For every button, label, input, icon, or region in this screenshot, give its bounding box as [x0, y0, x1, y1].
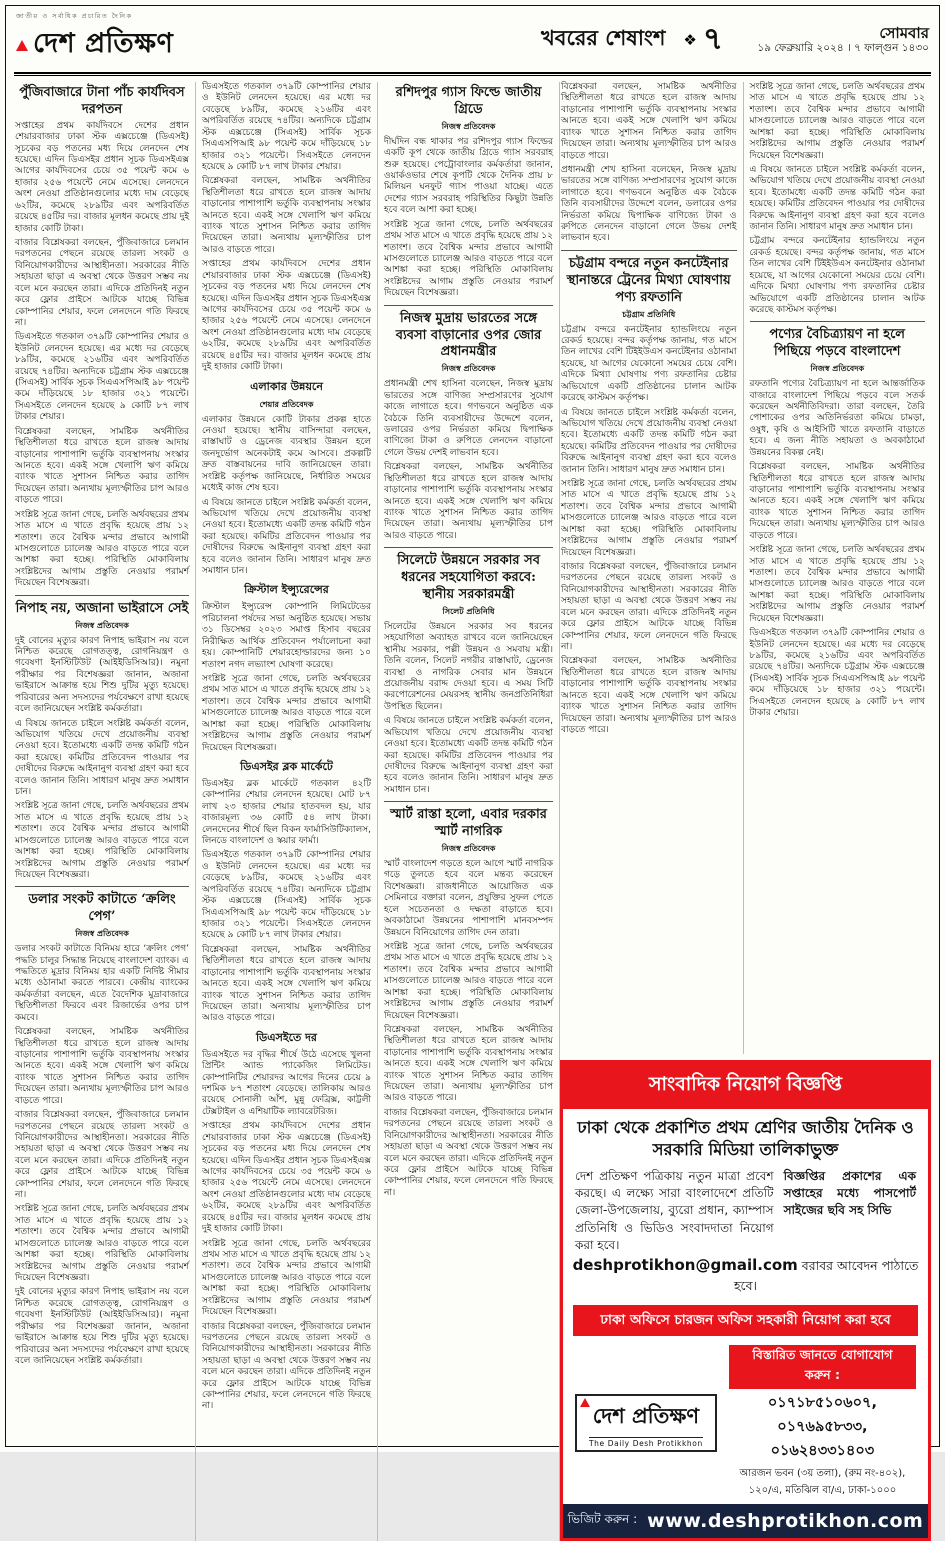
- article-paragraph: এ বিষয়ে জানতে চাইলে সংশ্লিষ্ট কর্মকর্তা বলেন, অভিযোগ খতিয়ে দেখে প্রয়োজনীয় ব্যবস্থা নেওয়া হবে। ইতোমধ্যে একটি তদন্ত কমিটি গঠন করা হয়েছে। কমিটির প্রতিবেদন পাওয়ার পর দোষীদের বিরুদ্ধে আইনানুগ ব্যবস্থা গ্রহণ করা হবে বলেও জানান তিনি। সাধারণ মানুষ দ্রুত সমাধান চান।: [561, 407, 737, 475]
- article-paragraph: প্রধানমন্ত্রী শেখ হাসিনা বলেছেন, নিজস্ব মুদ্রায় ভারতের সঙ্গে বাণিজ্য সম্প্রসারণের সুযোগ কাজে লাগাতে হবে। গণভবনে অনুষ্ঠিত এক বৈঠকে তিনি ব্যবসায়ীদের উদ্দেশে বলেন, ডলারের ওপর নির্ভরতা কমিয়ে দ্বিপাক্ষিক বাণিজ্যে টাকা ও রুপিতে লেনদেন বাড়ানো গেলে উভয় দেশই লাভবান হবে।: [384, 379, 553, 458]
- article-headline: পুঁজিবাজারে টানা পাঁচ কার্যদিবস দরপতন: [19, 85, 185, 117]
- article-paragraph: ডিএসইতে গতকাল ৩৭৯টি কোম্পানির শেয়ার ও ইউনিট লেনদেন হয়েছে। এর মধ্যে দর বেড়েছে ৮৯টির, কমেছে ২১৬টির এবং অপরিবর্তিত রয়েছে ৭৪টির। অন্যদিকে চট্টগ্রাম স্টক এক্সচেঞ্জে (সিএসই) সার্বিক সূচক সিএএসপিআই ৯৮ পয়েন্ট কমে দাঁড়িয়েছে ১৮ হাজার ৩২১ পয়েন্টে। সিএসইতে লেনদেন হয়েছে ৯ কোটি ৮৭ লাখ টাকার শেয়ার।: [202, 82, 371, 172]
- article-paragraph: সংশ্লিষ্ট সূত্রে জানা গেছে, চলতি অর্থবছরের প্রথম সাত মাসে এ খাতে প্রবৃদ্ধি হয়েছে প্রায় ১২ শতাংশ। তবে বৈশ্বিক মন্দার প্রভাবে আগামী মাসগুলোতে চ্যালেঞ্জ আরও বাড়তে পারে বলে আশঙ্কা করা হচ্ছে। পরিস্থিতি মোকাবিলায় সংশ্লিষ্টদের আগাম প্রস্তুতি নেওয়ার পরামর্শ দিয়েছেন বিশেষজ্ঞরা।: [15, 509, 189, 589]
- article-paragraph: দীর্ঘদিন বন্ধ থাকার পর রশিদপুর গ্যাস ফিল্ডের একটি কূপ থেকে জাতীয় গ্রিডে গ্যাস সরবরাহ শুরু হয়েছে। পেট্রোবাংলার কর্মকর্তারা জানান, ওয়ার্কওভার শেষে কূপটি থেকে দৈনিক প্রায় ৮ মিলিয়ন ঘনফুট গ্যাস পাওয়া যাচ্ছে। এতে দেশের গ্যাস সরবরাহ পরিস্থিতির কিছুটা উন্নতি হবে বলে আশা করা হচ্ছে।: [384, 136, 553, 216]
- article-paragraph: বিশ্লেষকরা বলছেন, সামষ্টিক অর্থনীতির স্থিতিশীলতা ধরে রাখতে হলে রাজস্ব আদায় বাড়ানোর পাশাপাশি ভর্তুকি ব্যবস্থাপনায় সংস্কার আনতে হবে। একই সঙ্গে খেলাপি ঋণ কমিয়ে ব্যাংক খাতে সুশাসন নিশ্চিত করার তাগিদ দিয়েছেন তারা। অন্যথায় মূল্যস্ফীতির চাপ আরও বাড়তে পারে।: [202, 944, 371, 1024]
- ad-email-suffix: বরাবর আবেদন পাঠাতে হবে।: [733, 1258, 919, 1294]
- article-byline: নিজস্ব প্রতিবেদক: [441, 121, 496, 131]
- masthead-tagline: জাতীয় ও সর্বাধিক প্রচারিত দৈনিক: [16, 12, 133, 20]
- article-byline: চট্টগ্রাম প্রতিনিধি: [622, 309, 676, 319]
- article-paragraph: ক্রিস্টাল ইন্স্যুরেন্স কোম্পানি লিমিটেডের পরিচালনা পর্ষদের সভা অনুষ্ঠিত হয়েছে। সভায় ৩১ ডিসেম্বর ২০২৩ সমাপ্ত হিসাব বছরের নিরীক্ষিত আর্থিক প্রতিবেদন পর্যালোচনা করা হয়। কোম্পানিটি শেয়ারহোল্ডারদের জন্য ১০ শতাংশ নগদ লভ্যাংশ ঘোষণা করেছে।: [202, 602, 371, 670]
- page-header: [14, 10, 931, 72]
- article-paragraph: চট্টগ্রাম বন্দরে কনটেইনার হ্যান্ডলিংয়ে নতুন রেকর্ড হয়েছে। বন্দর কর্তৃপক্ষ জানায়, গত মাসে তিন লাখের বেশি টিইইউএস কনটেইনার ওঠানামা হয়েছে, যা আগের যেকোনো সময়ের চেয়ে বেশি। এদিকে মিথ্যা ঘোষণায় পণ্য রফতানির চেষ্টার অভিযোগে একটি প্রতিষ্ঠানের চালান আটক করেছে কাস্টমস কর্তৃপক্ষ।: [749, 236, 925, 316]
- article-paragraph: বিশ্লেষকরা বলছেন, সামষ্টিক অর্থনীতির স্থিতিশীলতা ধরে রাখতে হলে রাজস্ব আদায় বাড়ানোর পাশাপাশি ভর্তুকি ব্যবস্থাপনায় সংস্কার আনতে হবে। একই সঙ্গে খেলাপি ঋণ কমিয়ে ব্যাংক খাতে সুশাসন নিশ্চিত করার তাগিদ দিয়েছেন তারা। অন্যথায় মূল্যস্ফীতির চাপ আরও বাড়তে পারে।: [384, 462, 553, 541]
- news-column-3: [378, 82, 560, 1541]
- article-paragraph: সংশ্লিষ্ট সূত্রে জানা গেছে, চলতি অর্থবছরের প্রথম সাত মাসে এ খাতে প্রবৃদ্ধি হয়েছে প্রায় ১২ শতাংশ। তবে বৈশ্বিক মন্দার প্রভাবে আগামী মাসগুলোতে চ্যালেঞ্জ আরও বাড়তে পারে বলে আশঙ্কা করা হচ্ছে। পরিস্থিতি মোকাবিলায় সংশ্লিষ্টদের আগাম প্রস্তুতি নেওয়ার পরামর্শ দিয়েছেন বিশেষজ্ঞরা।: [202, 1238, 371, 1318]
- article-paragraph: সংশ্লিষ্ট সূত্রে জানা গেছে, চলতি অর্থবছরের প্রথম সাত মাসে এ খাতে প্রবৃদ্ধি হয়েছে প্রায় ১২ শতাংশ। তবে বৈশ্বিক মন্দার প্রভাবে আগামী মাসগুলোতে চ্যালেঞ্জ আরও বাড়তে পারে বলে আশঙ্কা করা হচ্ছে। পরিস্থিতি মোকাবিলায় সংশ্লিষ্টদের আগাম প্রস্তুতি নেওয়ার পরামর্শ দিয়েছেন বিশেষজ্ঞরা।: [15, 1204, 189, 1283]
- article-paragraph: দুই বোনের মৃত্যুর কারণ নিপাহ ভাইরাস নয় বলে নিশ্চিত করেছে রোগতত্ত্ব, রোগনিয়ন্ত্রণ ও গবেষণা ইনস্টিটিউট (আইইডিসিআর)। নমুনা পরীক্ষার পর বিশেষজ্ঞরা জানান, অজানা ভাইরাসে আক্রান্ত হয়ে শিশু দুটির মৃত্যু হয়েছে। পরিবারের অন্য সদস্যদের পর্যবেক্ষণে রাখা হয়েছে বলে জানিয়েছেন সংশ্লিষ্ট কর্মকর্তারা।: [15, 1287, 189, 1366]
- article-paragraph: ডলার সংকট কাটাতে বিনিময় হারে ‘ক্রলিং পেগ’ পদ্ধতি চালুর সিদ্ধান্ত নিয়েছে বাংলাদেশ ব্যাংক। এ পদ্ধতিতে মুদ্রার বিনিময় হার একটি নির্দিষ্ট সীমার মধ্যে ওঠানামা করতে পারবে। কেন্দ্রীয় ব্যাংকের কর্মকর্তারা বলছেন, এতে বৈদেশিক মুদ্রাবাজারে স্থিতিশীলতা ফিরবে এবং রিজার্ভের ওপর চাপ কমবে।: [15, 944, 189, 1023]
- article-paragraph: এ বিষয়ে জানতে চাইলে সংশ্লিষ্ট কর্মকর্তা বলেন, অভিযোগ খতিয়ে দেখে প্রয়োজনীয় ব্যবস্থা নেওয়া হবে। ইতোমধ্যে একটি তদন্ত কমিটি গঠন করা হয়েছে। কমিটির প্রতিবেদন পাওয়ার পর দোষীদের বিরুদ্ধে আইনানুগ ব্যবস্থা গ্রহণ করা হবে বলেও জানান তিনি। সাধারণ মানুষ দ্রুত সমাধান চান।: [202, 497, 371, 577]
- news-column-2: [196, 82, 378, 1541]
- article-subhead: এলাকার উন্নয়নে: [250, 379, 323, 393]
- section-title: খবরের শেষাংশ: [540, 26, 666, 50]
- article-subhead: ডিএসইতে দর: [256, 1030, 317, 1044]
- article-paragraph: ডিএসইতে দর বৃদ্ধির শীর্ষে উঠে এসেছে খুলনা প্রিন্টিং অ্যান্ড প্যাকেজিং লিমিটেড। কোম্পানিটির শেয়ারদর আগের দিনের চেয়ে ৯ দশমিক ৮৭ শতাংশ বেড়েছে। তালিকায় আরও রয়েছে সোনালী আঁশ, মুন্নু ফেব্রিক্স, কাট্টলী টেক্সটাইল ও এশিয়াটিক ল্যাবরেটরিজ।: [202, 1049, 371, 1117]
- news-column-5: [744, 82, 932, 1054]
- article-paragraph: বিশ্লেষকরা বলছেন, সামষ্টিক অর্থনীতির স্থিতিশীলতা ধরে রাখতে হলে রাজস্ব আদায় বাড়ানোর পাশাপাশি ভর্তুকি ব্যবস্থাপনায় সংস্কার আনতে হবে। একই সঙ্গে খেলাপি ঋণ কমিয়ে ব্যাংক খাতে সুশাসন নিশ্চিত করার তাগিদ দিয়েছেন তারা। অন্যথায় মূল্যস্ফীতির চাপ আরও বাড়তে পারে।: [384, 1024, 553, 1104]
- article-paragraph: চট্টগ্রাম বন্দরে কনটেইনার হ্যান্ডলিংয়ে নতুন রেকর্ড হয়েছে। বন্দর কর্তৃপক্ষ জানায়, গত মাসে তিন লাখের বেশি টিইইউএস কনটেইনার ওঠানামা হয়েছে, যা আগের যেকোনো সময়ের চেয়ে বেশি। এদিকে মিথ্যা ঘোষণায় পণ্য রফতানির চেষ্টার অভিযোগে একটি প্রতিষ্ঠানের চালান আটক করেছে কাস্টমস কর্তৃপক্ষ।: [561, 324, 737, 404]
- masthead: [16, 11, 173, 68]
- article-paragraph: সপ্তাহের প্রথম কার্যদিবসে দেশের প্রধান শেয়ারবাজার ঢাকা স্টক এক্সচেঞ্জে (ডিএসই) সূচকের বড় পতনের মধ্য দিয়ে লেনদেন শেষ হয়েছে। এদিন ডিএসইর প্রধান সূচক ডিএসইএক্স আগের কার্যদিবসের চেয়ে ৩৫ পয়েন্ট কমে ৬ হাজার ২৫৬ পয়েন্টে নেমে এসেছে। লেনদেনে অংশ নেওয়া প্রতিষ্ঠানগুলোর মধ্যে দাম বেড়েছে ৬২টির, কমেছে ২৮৯টির এবং অপরিবর্তিত রয়েছে ৪৫টির দর। বাজার মূলধন কমেছে প্রায় দুই হাজার কোটি টাকা।: [202, 259, 371, 373]
- ad-lead: ঢাকা থেকে প্রকাশিত প্রথম শ্রেণির জাতীয় দৈনিক ও সরকারি মিডিয়া তালিকাভুক্ত: [577, 1118, 914, 1160]
- ad-logo-flag-icon: [580, 1398, 590, 1407]
- date-block: [739, 24, 929, 56]
- article-paragraph: ডিএসইতে গতকাল ৩৭৯টি কোম্পানির শেয়ার ও ইউনিট লেনদেন হয়েছে। এর মধ্যে দর বেড়েছে ৮৯টির, কমেছে ২১৬টির এবং অপরিবর্তিত রয়েছে ৭৪টির। অন্যদিকে চট্টগ্রাম স্টক এক্সচেঞ্জে (সিএসই) সার্বিক সূচক সিএএসপিআই ৯৮ পয়েন্ট কমে দাঁড়িয়েছে ১৮ হাজার ৩২১ পয়েন্টে। সিএসইতে লেনদেন হয়েছে ৯ কোটি ৮৭ লাখ টাকার শেয়ার।: [202, 850, 371, 941]
- article-byline: নিজস্ব প্রতিবেদক: [441, 364, 496, 374]
- article-headline: চট্টগ্রাম বন্দরে নতুন কনটেইনার স্থানান্তরে ট্রেনের মিথ্যা ঘোষণায় পণ্য রফতানি: [566, 255, 731, 305]
- article-divider: [15, 886, 189, 887]
- article-paragraph: এলাকার উন্নয়নে কোটি টাকার প্রকল্প হাতে নেওয়া হয়েছে। স্থানীয় বাসিন্দারা বলছেন, রাস্তাঘাট ও ড্রেনেজ ব্যবস্থার উন্নয়ন হলে জনদুর্ভোগ অনেকটাই কমে আসবে। প্রকল্পটি দ্রুত বাস্তবায়নের দাবি জানিয়েছেন তারা। সংশ্লিষ্ট কর্তৃপক্ষ জানিয়েছে, নির্ধারিত সময়ের মধ্যেই কাজ শেষ হবে।: [202, 414, 371, 494]
- ad-logo-subtitle: The Daily Desh Protikkhon: [589, 1438, 703, 1448]
- article-paragraph: সংশ্লিষ্ট সূত্রে জানা গেছে, চলতি অর্থবছরের প্রথম সাত মাসে এ খাতে প্রবৃদ্ধি হয়েছে প্রায় ১২ শতাংশ। তবে বৈশ্বিক মন্দার প্রভাবে আগামী মাসগুলোতে চ্যালেঞ্জ আরও বাড়তে পারে বলে আশঙ্কা করা হচ্ছে। পরিস্থিতি মোকাবিলায় সংশ্লিষ্টদের আগাম প্রস্তুতি নেওয়ার পরামর্শ দিয়েছেন বিশেষজ্ঞরা।: [202, 673, 371, 753]
- article-paragraph: বাজার বিশ্লেষকরা বলছেন, পুঁজিবাজারে চলমান দরপতনের পেছনে রয়েছে তারল্য সংকট ও বিনিয়োগকারীদের আস্থাহীনতা। সরকারের নীতি সহায়তা ছাড়া এ অবস্থা থেকে উত্তরণ সম্ভব নয় বলে মনে করছেন তারা। এদিকে প্রতিদিনই নতুন করে ফ্লোর প্রাইসে আটকে যাচ্ছে বিভিন্ন কোম্পানির শেয়ার, ফলে লেনদেনে গতি ফিরছে না।: [561, 562, 737, 652]
- recruitment-ad: [560, 1060, 931, 1541]
- header-rule-thin: [14, 75, 931, 76]
- article-paragraph: দুই বোনের মৃত্যুর কারণ নিপাহ ভাইরাস নয় বলে নিশ্চিত করেছে রোগতত্ত্ব, রোগনিয়ন্ত্রণ ও গবেষণা ইনস্টিটিউট (আইইডিসিআর)। নমুনা পরীক্ষার পর বিশেষজ্ঞরা জানান, অজানা ভাইরাসে আক্রান্ত হয়ে শিশু দুটির মৃত্যু হয়েছে। পরিবারের অন্য সদস্যদের পর্যবেক্ষণে রাখা হয়েছে বলে জানিয়েছেন সংশ্লিষ্ট কর্মকর্তারা।: [15, 635, 189, 715]
- article-paragraph: বিশ্লেষকরা বলছেন, সামষ্টিক অর্থনীতির স্থিতিশীলতা ধরে রাখতে হলে রাজস্ব আদায় বাড়ানোর পাশাপাশি ভর্তুকি ব্যবস্থাপনায় সংস্কার আনতে হবে। একই সঙ্গে খেলাপি ঋণ কমিয়ে ব্যাংক খাতে সুশাসন নিশ্চিত করার তাগিদ দিয়েছেন তারা। অন্যথায় মূল্যস্ফীতির চাপ আরও বাড়তে পারে।: [749, 462, 925, 541]
- article-paragraph: বিশ্লেষকরা বলছেন, সামষ্টিক অর্থনীতির স্থিতিশীলতা ধরে রাখতে হলে রাজস্ব আদায় বাড়ানোর পাশাপাশি ভর্তুকি ব্যবস্থাপনায় সংস্কার আনতে হবে। একই সঙ্গে খেলাপি ঋণ কমিয়ে ব্যাংক খাতে সুশাসন নিশ্চিত করার তাগিদ দিয়েছেন তারা। অন্যথায় মূল্যস্ফীতির চাপ আরও বাড়তে পারে।: [561, 82, 737, 161]
- ad-contact: [729, 1345, 916, 1500]
- ad-body-left: দেশ প্রতিক্ষণ পত্রিকায় নতুন মাত্রা প্রবেশ করছে। এ লক্ষ্যে সারা বাংলাদেশে প্রতিটি জেলা-উপজেলায়, ব্যুরো প্রধান, ক্যাম্পাস প্রতিনিধি ও ভিডিও সংবাদদাতা নিয়োগ করা হবে।: [575, 1168, 774, 1253]
- article-divider: [750, 321, 926, 322]
- ad-email-address: deshprotikhon@gmail.com: [572, 1256, 798, 1275]
- article-paragraph: বিশ্লেষকরা বলছেন, সামষ্টিক অর্থনীতির স্থিতিশীলতা ধরে রাখতে হলে রাজস্ব আদায় বাড়ানোর পাশাপাশি ভর্তুকি ব্যবস্থাপনায় সংস্কার আনতে হবে। একই সঙ্গে খেলাপি ঋণ কমিয়ে ব্যাংক খাতে সুশাসন নিশ্চিত করার তাগিদ দিয়েছেন তারা। অন্যথায় মূল্যস্ফীতির চাপ আরও বাড়তে পারে।: [15, 1027, 189, 1106]
- news-columns: [14, 82, 931, 1541]
- article-headline: রশিদপুর গ্যাস ফিল্ডে জাতীয় গ্রিডে: [395, 85, 542, 117]
- page-number: ৭: [702, 21, 723, 57]
- article-paragraph: এ বিষয়ে জানতে চাইলে সংশ্লিষ্ট কর্মকর্তা বলেন, অভিযোগ খতিয়ে দেখে প্রয়োজনীয় ব্যবস্থা নেওয়া হবে। ইতোমধ্যে একটি তদন্ত কমিটি গঠন করা হয়েছে। কমিটির প্রতিবেদন পাওয়ার পর দোষীদের বিরুদ্ধে আইনানুগ ব্যবস্থা গ্রহণ করা হবে বলেও জানান তিনি। সাধারণ মানুষ দ্রুত সমাধান চান।: [15, 718, 189, 798]
- date-line: ১৯ ফেব্রুয়ারি ২০২৪ । ৭ ফাল্গুন ১৪৩০: [757, 42, 929, 55]
- article-divider: [384, 547, 553, 548]
- article-paragraph: বিশ্লেষকরা বলছেন, সামষ্টিক অর্থনীতির স্থিতিশীলতা ধরে রাখতে হলে রাজস্ব আদায় বাড়ানোর পাশাপাশি ভর্তুকি ব্যবস্থাপনায় সংস্কার আনতে হবে। একই সঙ্গে খেলাপি ঋণ কমিয়ে ব্যাংক খাতে সুশাসন নিশ্চিত করার তাগিদ দিয়েছেন তারা। অন্যথায় মূল্যস্ফীতির চাপ আরও বাড়তে পারে।: [561, 656, 737, 735]
- article-divider: [384, 305, 553, 306]
- page-frame: [5, 5, 940, 1533]
- article-divider: [15, 595, 189, 596]
- ad-contact-label: বিস্তারিত জানতে যোগাযোগ করুন :: [729, 1345, 916, 1389]
- ad-bottom: [563, 1339, 928, 1504]
- article-paragraph: এ বিষয়ে জানতে চাইলে সংশ্লিষ্ট কর্মকর্তা বলেন, অভিযোগ খতিয়ে দেখে প্রয়োজনীয় ব্যবস্থা নেওয়া হবে। ইতোমধ্যে একটি তদন্ত কমিটি গঠন করা হয়েছে। কমিটির প্রতিবেদন পাওয়ার পর দোষীদের বিরুদ্ধে আইনানুগ ব্যবস্থা গ্রহণ করা হবে বলেও জানান তিনি। সাধারণ মানুষ দ্রুত সমাধান চান।: [384, 716, 553, 795]
- article-paragraph: বিশ্লেষকরা বলছেন, সামষ্টিক অর্থনীতির স্থিতিশীলতা ধরে রাখতে হলে রাজস্ব আদায় বাড়ানোর পাশাপাশি ভর্তুকি ব্যবস্থাপনায় সংস্কার আনতে হবে। একই সঙ্গে খেলাপি ঋণ কমিয়ে ব্যাংক খাতে সুশাসন নিশ্চিত করার তাগিদ দিয়েছেন তারা। অন্যথায় মূল্যস্ফীতির চাপ আরও বাড়তে পারে।: [202, 176, 371, 255]
- page-number-block: [683, 21, 723, 57]
- article-paragraph: রফতানি পণ্যের বৈচিত্র্যায়ণ না হলে আন্তর্জাতিক বাজারে বাংলাদেশ পিছিয়ে পড়বে বলে সতর্ক করেছেন অর্থনীতিবিদরা। তারা বলছেন, তৈরি পোশাকের ওপর অতিনির্ভরতা কমিয়ে চামড়া, ওষুধ, কৃষি ও আইসিটি খাতে রফতানি বাড়াতে হবে। এ জন্য নীতি সহায়তা ও অবকাঠামো উন্নয়নের বিকল্প নেই।: [749, 379, 925, 458]
- article-paragraph: বাজার বিশ্লেষকরা বলছেন, পুঁজিবাজারে চলমান দরপতনের পেছনে রয়েছে তারল্য সংকট ও বিনিয়োগকারীদের আস্থাহীনতা। সরকারের নীতি সহায়তা ছাড়া এ অবস্থা থেকে উত্তরণ সম্ভব নয় বলে মনে করছেন তারা। এদিকে প্রতিদিনই নতুন করে ফ্লোর প্রাইসে আটকে যাচ্ছে বিভিন্ন কোম্পানির শেয়ার, ফলে লেনদেনে গতি ফিরছে না।: [202, 1321, 371, 1412]
- article-headline: ডলার সংকট কাটাতে ‘ক্রলিং পেগ’: [28, 892, 176, 925]
- article-paragraph: ডিএসইতে গতকাল ৩৭৯টি কোম্পানির শেয়ার ও ইউনিট লেনদেন হয়েছে। এর মধ্যে দর বেড়েছে ৮৯টির, কমেছে ২১৬টির এবং অপরিবর্তিত রয়েছে ৭৪টির। অন্যদিকে চট্টগ্রাম স্টক এক্সচেঞ্জে (সিএসই) সার্বিক সূচক সিএএসপিআই ৯৮ পয়েন্ট কমে দাঁড়িয়েছে ১৮ হাজার ৩২১ পয়েন্টে। সিএসইতে লেনদেন হয়েছে ৯ কোটি ৮৭ লাখ টাকার শেয়ার।: [749, 628, 925, 719]
- article-headline: পণ্যের বৈচিত্র্যায়ণ না হলে পিছিয়ে পড়বে বাংলাদেশ: [769, 327, 905, 360]
- article-headline: সিলেটে উন্নয়নে সরকার সব ধরনের সহযোগিতা করবে: স্থানীয় সরকারমন্ত্রী: [397, 553, 540, 603]
- ad-visit-label: ভিজিট করুন :: [567, 1512, 638, 1527]
- article-paragraph: সংশ্লিষ্ট সূত্রে জানা গেছে, চলতি অর্থবছরের প্রথম সাত মাসে এ খাতে প্রবৃদ্ধি হয়েছে প্রায় ১২ শতাংশ। তবে বৈশ্বিক মন্দার প্রভাবে আগামী মাসগুলোতে চ্যালেঞ্জ আরও বাড়তে পারে বলে আশঙ্কা করা হচ্ছে। পরিস্থিতি মোকাবিলায় সংশ্লিষ্টদের আগাম প্রস্তুতি নেওয়ার পরামর্শ দিয়েছেন বিশেষজ্ঞরা।: [749, 545, 925, 624]
- article-subhead: ক্রিস্টাল ইন্স্যুরেন্সের: [244, 583, 329, 597]
- article-paragraph: সংশ্লিষ্ট সূত্রে জানা গেছে, চলতি অর্থবছরের প্রথম সাত মাসে এ খাতে প্রবৃদ্ধি হয়েছে প্রায় ১২ শতাংশ। তবে বৈশ্বিক মন্দার প্রভাবে আগামী মাসগুলোতে চ্যালেঞ্জ আরও বাড়তে পারে বলে আশঙ্কা করা হচ্ছে। পরিস্থিতি মোকাবিলায় সংশ্লিষ্টদের আগাম প্রস্তুতি নেওয়ার পরামর্শ দিয়েছেন বিশেষজ্ঞরা।: [15, 801, 189, 880]
- header-rule-thick: [14, 72, 931, 74]
- article-paragraph: সপ্তাহের প্রথম কার্যদিবসে দেশের প্রধান শেয়ারবাজার ঢাকা স্টক এক্সচেঞ্জে (ডিএসই) সূচকের বড় পতনের মধ্য দিয়ে লেনদেন শেষ হয়েছে। এদিন ডিএসইর প্রধান সূচক ডিএসইএক্স আগের কার্যদিবসের চেয়ে ৩৫ পয়েন্ট কমে ৬ হাজার ২৫৬ পয়েন্টে নেমে এসেছে। লেনদেনে অংশ নেওয়া প্রতিষ্ঠানগুলোর মধ্যে দাম বেড়েছে ৬২টির, কমেছে ২৮৯টির এবং অপরিবর্তিত রয়েছে ৪৫টির দর। বাজার মূলধন কমেছে প্রায় দুই হাজার কোটি টাকা।: [15, 120, 189, 234]
- ad-phone-numbers: ০১৭১৮৫১০৬০৭, ০১৭৬৯৫৮৩৩, ০১৬২৪৩৩১৪০৩: [767, 1395, 877, 1460]
- ad-email-line: [563, 1254, 928, 1302]
- article-subhead: ডিএসইর ব্লক মার্কেটে: [240, 759, 333, 773]
- article-byline: নিজস্ব প্রতিবেদক: [75, 620, 129, 630]
- article-byline: নিজস্ব প্রতিবেদক: [441, 844, 496, 854]
- article-paragraph: সংশ্লিষ্ট সূত্রে জানা গেছে, চলতি অর্থবছরের প্রথম সাত মাসে এ খাতে প্রবৃদ্ধি হয়েছে প্রায় ১২ শতাংশ। তবে বৈশ্বিক মন্দার প্রভাবে আগামী মাসগুলোতে চ্যালেঞ্জ আরও বাড়তে পারে বলে আশঙ্কা করা হচ্ছে। পরিস্থিতি মোকাবিলায় সংশ্লিষ্টদের আগাম প্রস্তুতি নেওয়ার পরামর্শ দিয়েছেন বিশেষজ্ঞরা।: [384, 942, 553, 1021]
- masthead-row: [16, 23, 173, 68]
- article-paragraph: এ বিষয়ে জানতে চাইলে সংশ্লিষ্ট কর্মকর্তা বলেন, অভিযোগ খতিয়ে দেখে প্রয়োজনীয় ব্যবস্থা নেওয়া হবে। ইতোমধ্যে একটি তদন্ত কমিটি গঠন করা হয়েছে। কমিটির প্রতিবেদন পাওয়ার পর দোষীদের বিরুদ্ধে আইনানুগ ব্যবস্থা গ্রহণ করা হবে বলেও জানান তিনি। সাধারণ মানুষ দ্রুত সমাধান চান।: [749, 164, 925, 233]
- article-byline: সিলেট প্রতিনিধি: [442, 606, 495, 616]
- article-paragraph: বাজার বিশ্লেষকরা বলছেন, পুঁজিবাজারে চলমান দরপতনের পেছনে রয়েছে তারল্য সংকট ও বিনিয়োগকারীদের আস্থাহীনতা। সরকারের নীতি সহায়তা ছাড়া এ অবস্থা থেকে উত্তরণ সম্ভব নয় বলে মনে করছেন তারা। এদিকে প্রতিদিনই নতুন করে ফ্লোর প্রাইসে আটকে যাচ্ছে বিভিন্ন কোম্পানির শেয়ার, ফলে লেনদেনে গতি ফিরছে না।: [15, 1110, 189, 1201]
- article-paragraph: বাজার বিশ্লেষকরা বলছেন, পুঁজিবাজারে চলমান দরপতনের পেছনে রয়েছে তারল্য সংকট ও বিনিয়োগকারীদের আস্থাহীনতা। সরকারের নীতি সহায়তা ছাড়া এ অবস্থা থেকে উত্তরণ সম্ভব নয় বলে মনে করছেন তারা। এদিকে প্রতিদিনই নতুন করে ফ্লোর প্রাইসে আটকে যাচ্ছে বিভিন্ন কোম্পানির শেয়ার, ফলে লেনদেনে গতি ফিরছে না।: [15, 238, 189, 328]
- masthead-title: দেশ প্রতিক্ষণ: [33, 28, 174, 59]
- ad-red-bar: ঢাকা অফিসে চারজন অফিস সহকারী নিয়োগ করা হবে: [573, 1305, 918, 1336]
- article-paragraph: বাজার বিশ্লেষকরা বলছেন, পুঁজিবাজারে চলমান দরপতনের পেছনে রয়েছে তারল্য সংকট ও বিনিয়োগকারীদের আস্থাহীনতা। সরকারের নীতি সহায়তা ছাড়া এ অবস্থা থেকে উত্তরণ সম্ভব নয় বলে মনে করছেন তারা। এদিকে প্রতিদিনই নতুন করে ফ্লোর প্রাইসে আটকে যাচ্ছে বিভিন্ন কোম্পানির শেয়ার, ফলে লেনদেনে গতি ফিরছে না।: [384, 1107, 553, 1198]
- ad-logo-title: দেশ প্রতিক্ষণ: [592, 1402, 700, 1428]
- masthead-flag-icon: [16, 40, 28, 51]
- article-headline: নিজস্ব মুদ্রায় ভারতের সঙ্গে ব্যবসা বাড়ানোর ওপর জোর প্রধানমন্ত্রীর: [395, 310, 542, 360]
- article-paragraph: প্রধানমন্ত্রী শেখ হাসিনা বলেছেন, নিজস্ব মুদ্রায় ভারতের সঙ্গে বাণিজ্য সম্প্রসারণের সুযোগ কাজে লাগাতে হবে। গণভবনে অনুষ্ঠিত এক বৈঠকে তিনি ব্যবসায়ীদের উদ্দেশে বলেন, ডলারের ওপর নির্ভরতা কমিয়ে দ্বিপাক্ষিক বাণিজ্যে টাকা ও রুপিতে লেনদেন বাড়ানো গেলে উভয় দেশই লাভবান হবে।: [561, 164, 737, 244]
- weekday: সোমবার: [879, 23, 929, 42]
- news-column-1: [14, 82, 196, 1541]
- ad-logo: [575, 1394, 717, 1452]
- news-column-4: [560, 82, 744, 1054]
- ad-body: [563, 1164, 928, 1255]
- article-paragraph: সংশ্লিষ্ট সূত্রে জানা গেছে, চলতি অর্থবছরের প্রথম সাত মাসে এ খাতে প্রবৃদ্ধি হয়েছে প্রায় ১২ শতাংশ। তবে বৈশ্বিক মন্দার প্রভাবে আগামী মাসগুলোতে চ্যালেঞ্জ আরও বাড়তে পারে বলে আশঙ্কা করা হচ্ছে। পরিস্থিতি মোকাবিলায় সংশ্লিষ্টদের আগাম প্রস্তুতি নেওয়ার পরামর্শ দিয়েছেন বিশেষজ্ঞরা।: [561, 479, 737, 558]
- article-headline: স্মার্ট রাস্তা হলো, এবার দরকার স্মার্ট নাগরিক: [390, 807, 547, 840]
- article-paragraph: ডিএসইতে গতকাল ৩৭৯টি কোম্পানির শেয়ার ও ইউনিট লেনদেন হয়েছে। এর মধ্যে দর বেড়েছে ৮৯টির, কমেছে ২১৬টির এবং অপরিবর্তিত রয়েছে ৭৪টির। অন্যদিকে চট্টগ্রাম স্টক এক্সচেঞ্জে (সিএসই) সার্বিক সূচক সিএএসপিআই ৯৮ পয়েন্ট কমে দাঁড়িয়েছে ১৮ হাজার ৩২১ পয়েন্টে। সিএসইতে লেনদেন হয়েছে ৯ কোটি ৮৭ লাখ টাকার শেয়ার।: [15, 332, 189, 423]
- article-divider: [384, 801, 553, 802]
- right-columns: [560, 82, 931, 1054]
- article-byline: শেয়ার প্রতিবেদক: [259, 399, 314, 409]
- ad-website-url: www.deshprotikhon.com: [647, 1510, 924, 1533]
- right-region: [560, 82, 931, 1541]
- ad-website-bar: [563, 1504, 928, 1538]
- article-paragraph: বিশ্লেষকরা বলছেন, সামষ্টিক অর্থনীতির স্থিতিশীলতা ধরে রাখতে হলে রাজস্ব আদায় বাড়ানোর পাশাপাশি ভর্তুকি ব্যবস্থাপনায় সংস্কার আনতে হবে। একই সঙ্গে খেলাপি ঋণ কমিয়ে ব্যাংক খাতে সুশাসন নিশ্চিত করার তাগিদ দিয়েছেন তারা। অন্যথায় মূল্যস্ফীতির চাপ আরও বাড়তে পারে।: [15, 426, 189, 506]
- article-paragraph: সংশ্লিষ্ট সূত্রে জানা গেছে, চলতি অর্থবছরের প্রথম সাত মাসে এ খাতে প্রবৃদ্ধি হয়েছে প্রায় ১২ শতাংশ। তবে বৈশ্বিক মন্দার প্রভাবে আগামী মাসগুলোতে চ্যালেঞ্জ আরও বাড়তে পারে বলে আশঙ্কা করা হচ্ছে। পরিস্থিতি মোকাবিলায় সংশ্লিষ্টদের আগাম প্রস্তুতি নেওয়ার পরামর্শ দিয়েছেন বিশেষজ্ঞরা।: [384, 219, 553, 299]
- article-paragraph: ডিএসইর ব্লক মার্কেটে গতকাল ৪২টি কোম্পানির শেয়ার লেনদেন হয়েছে। মোট ৮৭ লাখ ২৩ হাজার শেয়ার হাতবদল হয়, যার বাজারমূল্য ৩৬ কোটি ৫৪ লাখ টাকা। লেনদেনের শীর্ষে ছিল বিকন ফার্মাসিউটিক্যালস, লিনডে বাংলাদেশ ও স্কয়ার ফার্মা।: [202, 778, 371, 847]
- article-paragraph: সংশ্লিষ্ট সূত্রে জানা গেছে, চলতি অর্থবছরের প্রথম সাত মাসে এ খাতে প্রবৃদ্ধি হয়েছে প্রায় ১২ শতাংশ। তবে বৈশ্বিক মন্দার প্রভাবে আগামী মাসগুলোতে চ্যালেঞ্জ আরও বাড়তে পারে বলে আশঙ্কা করা হচ্ছে। পরিস্থিতি মোকাবিলায় সংশ্লিষ্টদের আগাম প্রস্তুতি নেওয়ার পরামর্শ দিয়েছেন বিশেষজ্ঞরা।: [749, 82, 925, 161]
- article-divider: [561, 250, 737, 251]
- article-paragraph: সিলেটের উন্নয়নে সরকার সব ধরনের সহযোগিতা অব্যাহত রাখবে বলে জানিয়েছেন স্থানীয় সরকার, পল্লী উন্নয়ন ও সমবায় মন্ত্রী। তিনি বলেন, সিলেট নগরীর রাস্তাঘাট, ড্রেনেজ ব্যবস্থা ও নাগরিক সেবার মান উন্নয়নে প্রয়োজনীয় বরাদ্দ দেওয়া হবে। এ সময় সিটি করপোরেশনের মেয়রসহ স্থানীয় জনপ্রতিনিধিরা উপস্থিত ছিলেন।: [384, 621, 553, 712]
- article-paragraph: স্মার্ট বাংলাদেশ গড়তে হলে আগে স্মার্ট নাগরিক গড়ে তুলতে হবে বলে মন্তব্য করেছেন বিশেষজ্ঞরা। রাজধানীতে আয়োজিত এক সেমিনারে বক্তারা বলেন, প্রযুক্তির সুফল পেতে হলে সচেতনতা ও দক্ষতা বাড়াতে হবে। অবকাঠামো উন্নয়নের পাশাপাশি মানবসম্পদ উন্নয়নে বিনিয়োগের তাগিদ দেন তারা।: [384, 859, 553, 938]
- ornament-icon: ❖: [683, 30, 697, 49]
- article-byline: নিজস্ব প্রতিবেদক: [810, 364, 865, 374]
- ad-body-right: বিজ্ঞপ্তির প্রকাশের এক সপ্তাহের মধ্যে পাসপোর্ট সাইজের ছবি সহ সিভি: [783, 1168, 916, 1218]
- article-byline: নিজস্ব প্রতিবেদক: [75, 929, 129, 939]
- article-paragraph: সপ্তাহের প্রথম কার্যদিবসে দেশের প্রধান শেয়ারবাজার ঢাকা স্টক এক্সচেঞ্জে (ডিএসই) সূচকের বড় পতনের মধ্য দিয়ে লেনদেন শেষ হয়েছে। এদিন ডিএসইর প্রধান সূচক ডিএসইএক্স আগের কার্যদিবসের চেয়ে ৩৫ পয়েন্ট কমে ৬ হাজার ২৫৬ পয়েন্টে নেমে এসেছে। লেনদেনে অংশ নেওয়া প্রতিষ্ঠানগুলোর মধ্যে দাম বেড়েছে ৬২টির, কমেছে ২৮৯টির এবং অপরিবর্তিত রয়েছে ৪৫টির দর। বাজার মূলধন কমেছে প্রায় দুই হাজার কোটি টাকা।: [202, 1121, 371, 1235]
- ad-address: আরজন ভবন (৩য় তলা), (রুম নং-৪০২), ১২০/এ, মতিঝিল বা/এ, ঢাকা-১০০০: [739, 1468, 906, 1497]
- ad-title: সাংবাদিক নিয়োগ বিজ্ঞপ্তি: [563, 1063, 928, 1109]
- article-headline: নিপাহ নয়, অজানা ভাইরাসে সেই: [15, 600, 189, 616]
